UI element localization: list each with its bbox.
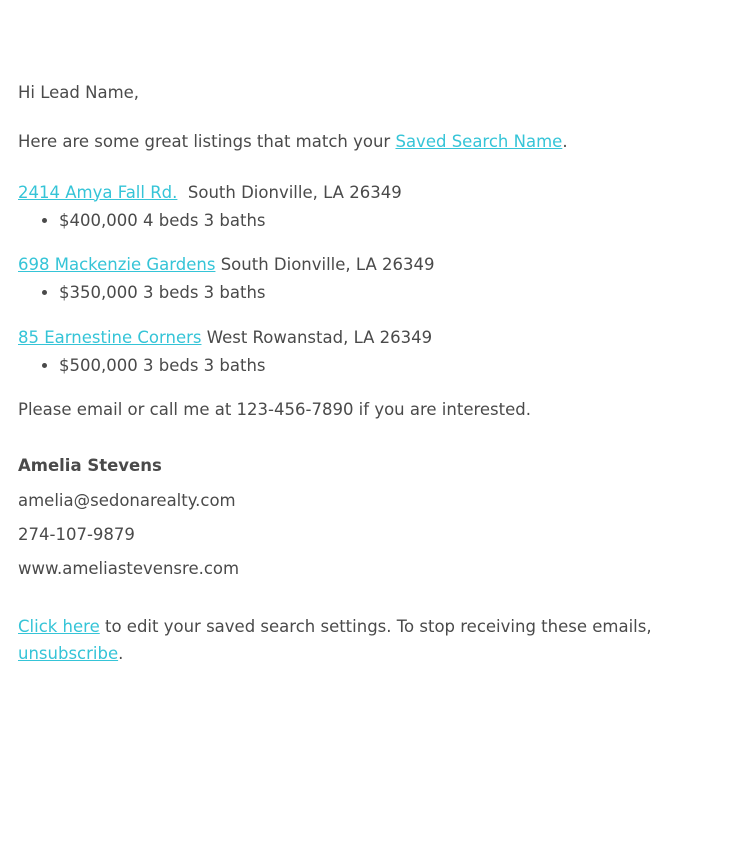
contact-paragraph: Please email or call me at 123-456-7890 if you are interested. [18, 400, 531, 420]
listing-detail: • $400,000 4 beds 3 baths [59, 210, 716, 232]
signature-phone: 274-107-9879 [18, 524, 135, 544]
listing-address-row [18, 327, 716, 349]
listing-detail: • $500,000 3 beds 3 baths [59, 355, 716, 377]
signature-name: Amelia Stevens [18, 456, 162, 476]
unsubscribe-link[interactable]: unsubscribe [18, 643, 119, 663]
listing-details-list [18, 355, 716, 377]
listing-address-link[interactable]: 698 Mackenzie Gardens [18, 255, 216, 275]
footer-text-end: . [118, 643, 124, 663]
intro-text-after: . [562, 132, 568, 152]
listing-item [18, 327, 716, 378]
footer-paragraph [18, 614, 716, 667]
listing-address-row [18, 182, 716, 204]
listing-city: West Rowanstad, LA 26349 [206, 327, 433, 347]
intro-paragraph [18, 131, 716, 153]
greeting-text: Hi Lead Name, [18, 83, 140, 102]
listing-item [18, 182, 716, 233]
listing-address-link[interactable]: 85 Earnestine Corners [18, 327, 202, 347]
listing-address-link[interactable]: 2414 Amya Fall Rd. [18, 182, 178, 202]
signature-website: www.ameliastevensre.com [18, 559, 240, 579]
intro-text-before: Here are some great listings that match your [18, 132, 396, 152]
listing-detail: • $350,000 3 beds 3 baths [59, 282, 716, 304]
footer-text-middle: to edit your saved search settings. To stop receiving these emails, [99, 617, 652, 637]
listing-city: South Dionville, LA 26349 [220, 255, 435, 275]
signature-email: amelia@sedonarealty.com [18, 490, 236, 510]
listing-details-list [18, 210, 716, 232]
listing-item [18, 254, 716, 305]
listing-address-row [18, 254, 716, 276]
edit-saved-search-link[interactable]: Click here [18, 617, 100, 637]
listing-city: South Dionville, LA 26349 [187, 182, 402, 202]
saved-search-link[interactable]: Saved Search Name [395, 132, 563, 152]
listing-details-list [18, 282, 716, 304]
